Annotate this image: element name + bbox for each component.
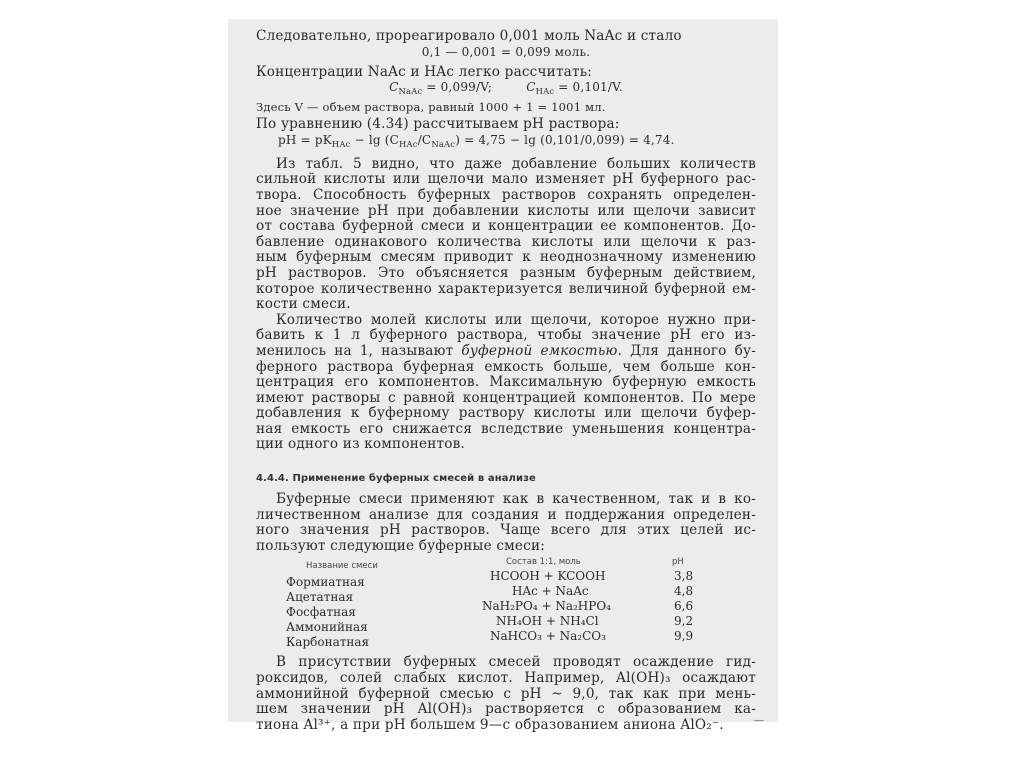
term-buffer-capacity: буферной емкостью [461, 342, 618, 359]
text-line: pH растворов. Это объясняется разным буферным действием, [256, 264, 756, 281]
text-line-with-term [256, 344, 756, 360]
text-line: ного значения pH растворов. Чаще всего для этих целей ис- [256, 522, 756, 539]
row-ph: 4,8 [674, 584, 694, 599]
text-line: центрация его компонентов. Максимальную буферную емкость [256, 374, 756, 391]
row-name: Формиатная [286, 575, 365, 590]
header-composition: Состав 1:1, моль [506, 557, 581, 568]
paragraph4-line1: По уравнению (4.34) рассчитываем pH раствора: [256, 116, 620, 133]
text-line: ная емкость его снижается вследствие уменьшения концентра- [256, 420, 756, 437]
c-symbol: C [526, 80, 536, 95]
text-line: ным буферным смесям приводит к неоднозначному изменению [256, 249, 756, 266]
paragraph5 [256, 157, 756, 313]
paragraph7 [256, 492, 756, 554]
section-heading: 4.4.4. Применение буферных смесей в анализе [256, 473, 536, 485]
row-name: Карбонатная [286, 635, 370, 650]
formula-subscript: NaAc [431, 138, 456, 149]
text-line: добавления к буферному раствору кислоты или щелочи буфер- [256, 405, 756, 422]
c-naac-subscript: NaAc [398, 86, 423, 97]
row-composition: NaHCO₃ + Na₂CO₃ [490, 629, 606, 644]
text-line: Буферные смеси применяют как в качественном, так и в ко- [276, 491, 756, 508]
ph-formula [256, 133, 756, 148]
paragraph6 [256, 313, 756, 453]
row-name: Фосфатная [286, 605, 356, 620]
text-line: ное значение pH при добавлении кислоты или щелочи зависит [256, 202, 756, 219]
c-naac-equation [389, 80, 493, 97]
header-ph: pH [672, 557, 684, 568]
formula-part: /C [417, 132, 432, 147]
row-composition: NaH₂PO₄ + Na₂HPO₄ [482, 599, 611, 614]
c-hac-subscript: HAc [535, 86, 555, 97]
formula-part: − lg (C [350, 132, 400, 147]
text-line: твора. Способность буферных растворов сохранять определен- [256, 186, 756, 203]
row-name: Ацетатная [286, 590, 354, 605]
row-composition: HAc + NaAc [512, 584, 589, 599]
row-composition: HCOOH + KCOOH [490, 569, 606, 584]
text-line: которое количественно характеризуется величиной буферной ем- [256, 280, 756, 297]
text-line: личественном анализе для создания и поддержания определен- [256, 506, 756, 523]
text-line: кости смеси. [256, 296, 351, 313]
text-line: Количество молей кислоты или щелочи, которое нужно при- [276, 311, 756, 328]
text-line: пользуют следующие буферные смеси: [256, 537, 546, 554]
page-number-mark: — [754, 715, 764, 726]
text-line: Из табл. 5 видно, что даже добавление больших количеств [276, 155, 756, 172]
text-line: тиона Al³⁺, а при pH большем 9—с образованием аниона AlO₂⁻. [256, 716, 724, 733]
row-composition: NH₄OH + NH₄Cl [496, 614, 599, 629]
text-line: от состава буферной смеси и концентрации ее компонентов. До- [256, 218, 756, 235]
text-line: ции одного из компонентов. [256, 436, 465, 453]
text-line: аммонийной буферной смесью с pH ~ 9,0, так как при мень- [256, 685, 756, 702]
text-span: . Для данного бу- [617, 342, 756, 359]
paragraph1-equation: 0,1 — 0,001 = 0,099 моль. [421, 44, 591, 59]
c-naac-value: = 0,099/V; [422, 80, 493, 95]
paragraph1-line1: Следовательно, прореагировало 0,001 моль NaAc и стало [256, 28, 682, 44]
text-span: менилось на 1, называют [256, 342, 462, 359]
buffer-mixtures-table [256, 555, 756, 650]
text-line: бавление одинакового количества кислоты или щелочи к раз- [256, 233, 756, 250]
text-line: имеют растворы с равной концентрацией компонентов. По мере [256, 389, 756, 406]
text-line: В присутствии буферных смесей проводят осаждение гид- [276, 654, 756, 671]
formula-part: ) = 4,75 − lg (0,101/0,099) = 4,74. [455, 132, 675, 147]
row-ph: 3,8 [674, 569, 694, 584]
formula-subscript: HAc [331, 138, 351, 149]
scanned-book-page [228, 19, 778, 733]
c-hac-value: = 0,101/V. [554, 80, 623, 95]
text-line: бавить к 1 л буферного раствора, чтобы значение pH его из- [256, 327, 756, 344]
concentration-equations [256, 80, 756, 95]
formula-part: pH = pK [278, 132, 332, 147]
row-ph: 9,9 [674, 629, 694, 644]
text-line: роксидов, солей слабых кислот. Например, Al(OH)₃ осаждают [256, 670, 756, 687]
paragraph2-line1: Концентрации NaAc и HAc легко рассчитать: [256, 63, 593, 80]
row-name: Аммонийная [286, 620, 368, 635]
text-line: сильной кислоты или щелочи мало изменяет pH буферного рас- [256, 171, 756, 188]
row-ph: 9,2 [674, 614, 694, 629]
paragraph3-line1: Здесь V — объем раствора, равный 1000 + 1 = 1001 мл. [256, 100, 606, 115]
c-symbol: C [389, 80, 399, 95]
formula-subscript: HAc [399, 138, 418, 149]
text-line: шем значении pH Al(OH)₃ растворяется с образованием ка- [256, 701, 756, 718]
header-name: Название смеси [306, 561, 378, 572]
row-ph: 6,6 [674, 599, 694, 614]
text-line: ферного раствора буферная емкость больше, чем больше кон- [256, 358, 756, 375]
paragraph8 [256, 655, 756, 733]
c-hac-equation [526, 80, 623, 97]
